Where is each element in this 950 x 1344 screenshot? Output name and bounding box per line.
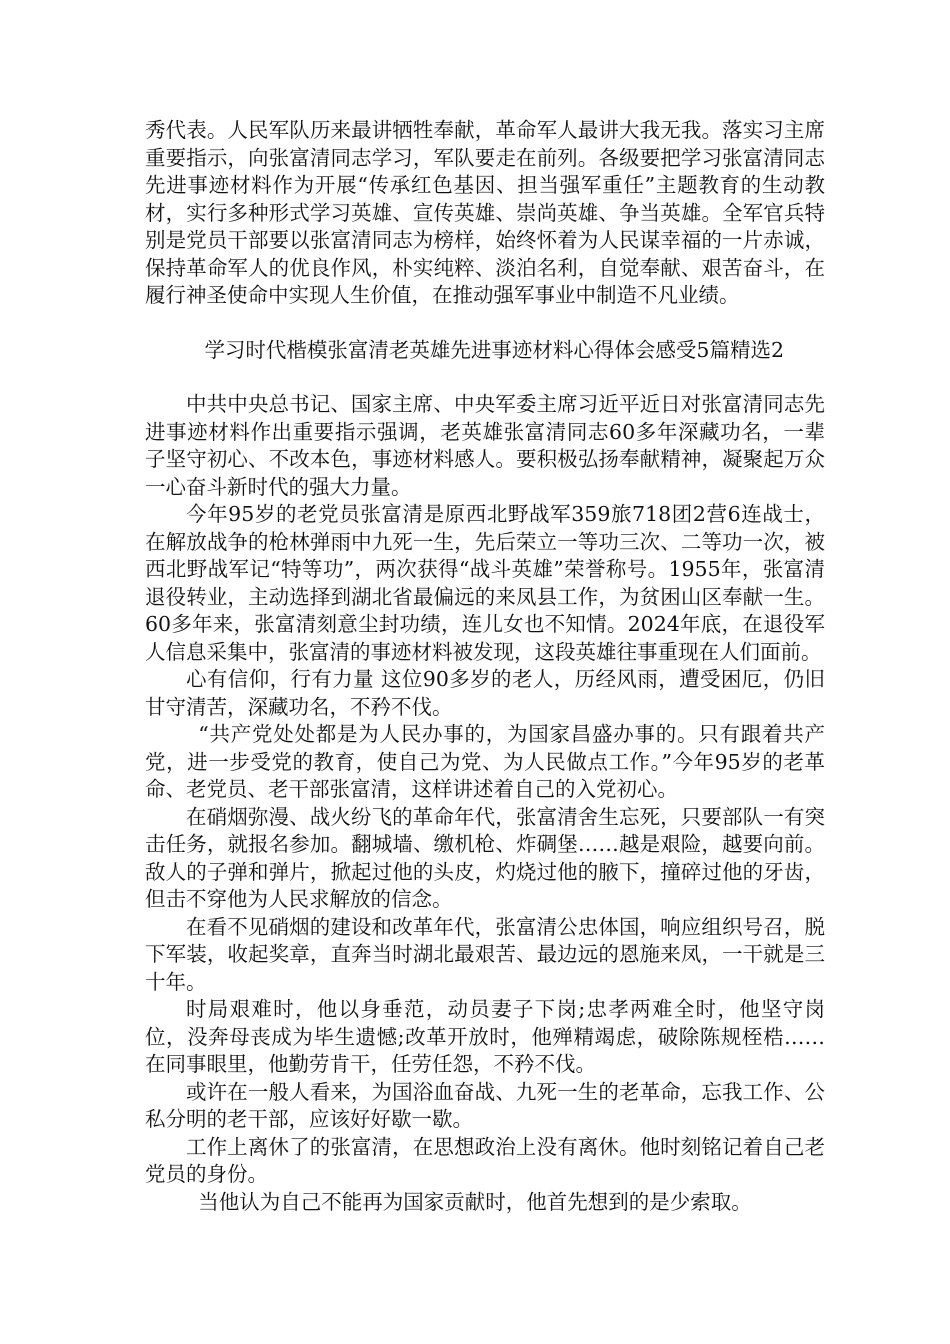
article-title: 学习时代楷模张富清老英雄先进事迹材料心得体会感受5篇精选2 bbox=[204, 337, 785, 362]
paragraph-9: 工作上离休了的张富清，在思想政治上没有离休。他时刻铭记着自己老党员的身份。 bbox=[145, 1134, 825, 1186]
paragraph-3: 心有信仰，行有力量 这位90多岁的老人，历经风雨，遭受困厄，仍旧甘守清苦，深藏功名，不矜不伐。 bbox=[145, 667, 825, 719]
paragraph-1: 中共中央总书记、国家主席、中央军委主席习近平近日对张富清同志先进事迹材料作出重要指示强调，老英雄张富清同志60多年深藏功名，一辈子坚守初心、不改本色，事迹材料感人。要积极弘扬奉献精神，凝聚起万众一心奋斗新时代的强大力量。 bbox=[145, 392, 825, 499]
paragraph-8: 或许在一般人看来，为国浴血奋战、九死一生的老革命，忘我工作、公私分明的老干部，应该好好歇一歇。 bbox=[145, 1079, 825, 1131]
paragraph-7: 时局艰难时，他以身垂范，动员妻子下岗;忠孝两难全时，他坚守岗位，没奔母丧成为毕生遗憾;改革开放时，他殚精竭虑，破除陈规桎梏……在同事眼里，他勤劳肯干，任劳任怨，不矜不伐。 bbox=[145, 997, 825, 1076]
paragraph-6: 在看不见硝烟的建设和改革年代，张富清公忠体国，响应组织号召，脱下军装，收起奖章，直奔当时湖北最艰苦、最边远的恩施来凤，一干就是三十年。 bbox=[145, 914, 825, 994]
paragraph-2: 今年95岁的老党员张富清是原西北野战军359旅718团2营6连战士，在解放战争的枪林弹雨中九死一生，先后荣立一等功三次、二等功一次，被西北野战军记“特等功”，两次获得“战斗英雄”荣誉称号。1955年，张富清退役转业，主动选择到湖北省最偏远的来凤县工作，为贫困山区奉献一生。60多年来，张富清刻意尘封功绩，连儿女也不知情。2024年底，在退役军人信息采集中，张富清的事迹材料被发现，这段英雄往事重现在人们面前。 bbox=[145, 502, 825, 664]
paragraph-intro: 秀代表。人民军队历来最讲牺牲奉献，革命军人最讲大我无我。落实习主席重要指示，向张富清同志学习，军队要走在前列。各级要把学习张富清同志先进事迹材料作为开展“传承红色基因、担当强军重任”主题教育的生动教材，实行多种形式学习英雄、宣传英雄、崇尚英雄、争当英雄。全军官兵特别是党员干部要以张富清同志为榜样，始终怀着为人民谋幸福的一片赤诚，保持革命军人的优良作风，朴实纯粹、淡泊名利，自觉奉献、艰苦奋斗，在履行神圣使命中实现人生价值，在推动强军事业中制造不凡业绩。 bbox=[145, 118, 825, 307]
paragraph-5: 在硝烟弥漫、战火纷飞的革命年代，张富清舍生忘死，只要部队一有突击任务，就报名参加。翻城墙、缴机枪、炸碉堡……越是艰险，越要向前。敌人的子弹和弹片，掀起过他的头皮，灼烧过他的腋下，撞碎过他的牙齿，但击不穿他为人民求解放的信念。 bbox=[145, 804, 825, 911]
paragraph-10: 当他认为自己不能再为国家贡献时，他首先想到的是少索取。 bbox=[198, 1189, 752, 1214]
document-page bbox=[145, 117, 825, 1216]
paragraph-4: “共产党处处都是为人民办事的，为国家昌盛办事的。只有跟着共产党，进一步受党的教育，使自己为党、为人民做点工作。”今年95岁的老革命、老党员、老干部张富清，这样讲述着自己的入党初心。 bbox=[145, 722, 825, 801]
